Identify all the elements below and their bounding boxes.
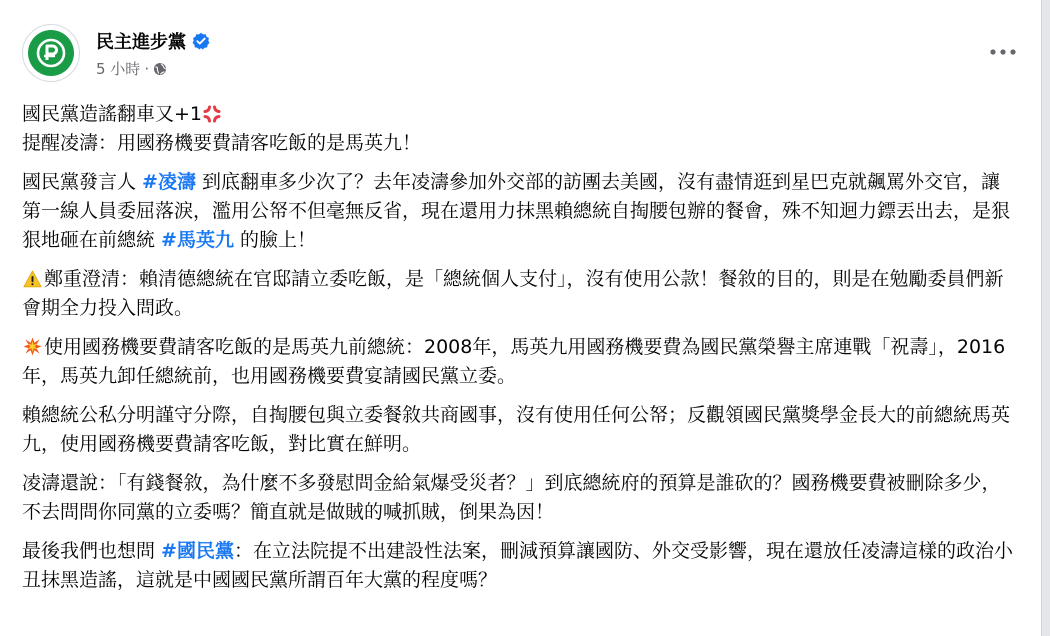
post-meta [96,58,167,79]
post-body [22,100,1017,605]
post-paragraph-7 [22,537,1017,595]
warning-icon [23,270,42,288]
page-name[interactable] [96,28,210,54]
collision-icon [23,337,42,356]
headline-line-1: 國民黨造謠翻車又+1 [22,103,203,125]
headline-line-2: 提醒凌濤：用國務機要費請客吃飯的是馬英九！ [22,132,422,154]
dpp-logo-mark [36,38,66,68]
more-options-button[interactable] [985,40,1021,64]
p3-text: 鄭重澄清：賴清德總統在官邸請立委吃飯，是「總統個人支付」，沒有使用公款！餐敘的目的，則是在勉勵委員們新會期全力投入問政。 [22,268,1004,319]
more-options-icon [990,49,1016,55]
anger-symbol-icon [203,105,221,123]
page-name-text[interactable]: 民主進步黨 [96,32,186,53]
p4-text: 使用國務機要費請客吃飯的是馬英九前總統：2008年，馬英九用國務機要費為國民黨榮譽主席連戰「祝壽」，2016年，馬英九卸任總統前，也用國務機要費宴請國民黨立委。 [22,336,1006,387]
page-avatar[interactable] [22,24,80,82]
verified-badge-icon [192,32,210,50]
post-paragraph-6 [22,469,1017,527]
post-paragraph-4 [22,333,1017,391]
globe-icon[interactable] [153,62,167,76]
post-paragraph-3 [22,265,1017,323]
dpp-logo-icon [28,30,74,76]
p7-text-b: ：在立法院提不出建設性法案，刪減預算讓國防、外交受影響，現在還放任凌濤這樣的政治小丑抹黑造謠，這就是中國國民黨所謂百年大黨的程度嗎？ [22,540,1013,591]
p5-text: 賴總統公私分明謹守分際，自掏腰包與立委餐敘共商國事，沒有使用任何公帑；反觀領國民黨獎學金長大的前總統馬英九，使用國務機要費請客吃飯，對比實在鮮明。 [22,404,1011,455]
post-timestamp[interactable]: 5 小時 [96,60,141,78]
post-header [22,24,1021,84]
hashtag-link-2[interactable]: #馬英九 [161,229,234,251]
p6-text: 凌濤還說：「有錢餐敘，為什麼不多發慰問金給氣爆受災者？」到底總統府的預算是誰砍的？國務機要費被刪除多少，不去問問你同黨的立委嗎？簡直就是做賊的喊抓賊，倒果為因！ [22,472,1001,523]
hashtag-link-3[interactable]: #國民黨 [161,540,234,562]
p7-text-a: 最後我們也想問 [22,540,162,562]
p2-text-c: 的臉上！ [233,229,317,251]
p2-text-a: 國民黨發言人 [22,171,143,193]
post-paragraph-headline [22,100,1017,158]
hashtag-link-1[interactable]: #凌濤 [142,171,196,193]
post-paragraph-2 [22,168,1017,255]
p2-text-b: 到底翻車多少次了？去年凌濤參加外交部的訪團去美國，沒有盡情逛到星巴克就飆罵外交官，讓第一線人員委屈落淚，濫用公帑不但毫無反省，現在還用力抹黑賴總統自掏腰包辦的餐會，殊不知迴力鏢丟出去，是狠狠地砸在前總統 [22,171,1011,251]
meta-separator: · [144,59,150,78]
post-paragraph-5 [22,401,1017,459]
